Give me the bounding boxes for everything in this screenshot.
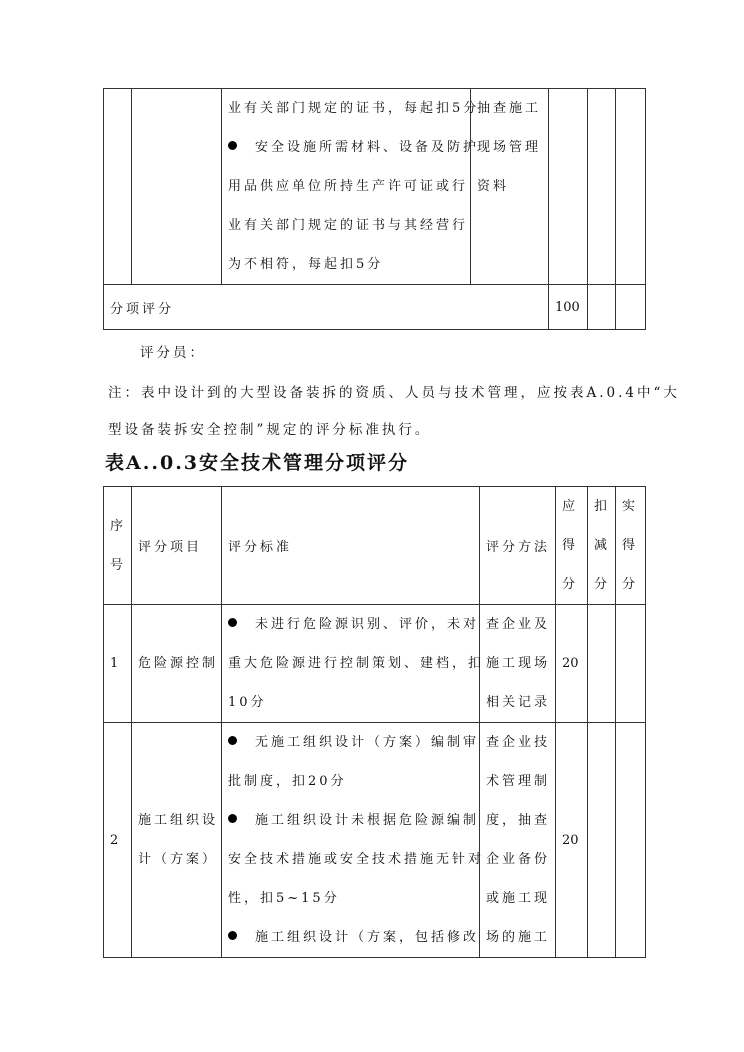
- line-text: 未进行危险源识别、评价，未对: [255, 617, 480, 632]
- deduct-cell: [588, 723, 616, 958]
- deduct-cell: [588, 285, 616, 330]
- cell-line: 实: [622, 499, 639, 514]
- table-title: 表A..0.3安全技术管理分项评分: [105, 452, 410, 474]
- item-cell: [132, 605, 222, 723]
- actual-cell: [616, 723, 646, 958]
- cell-line: 抽查施工: [477, 101, 542, 116]
- note-line: 型设备装拆安全控制”规定的评分标准执行。: [108, 422, 432, 438]
- cell-line: 危险源控制: [138, 656, 219, 671]
- cell-line: 查企业及: [486, 617, 551, 632]
- cell-line: 术管理制: [486, 774, 551, 789]
- note-line: 注：表中设计到的大型设备装拆的资质、人员与技术管理，应按表A.0.4中“大: [108, 385, 680, 401]
- cell-line: 减: [594, 538, 611, 553]
- cell-line: 资料: [477, 179, 510, 194]
- header-item: 评分项目: [132, 487, 222, 605]
- criteria-line: [228, 801, 479, 840]
- criteria-line: [228, 879, 479, 918]
- deduct-cell: [588, 89, 616, 285]
- method-cell: [480, 723, 556, 958]
- header-method: 评分方法: [480, 487, 556, 605]
- table-row: [104, 89, 646, 285]
- cell-line: 序: [110, 518, 127, 534]
- bullet-icon: [228, 618, 237, 627]
- header-seq: [104, 487, 132, 605]
- cell-line: 号: [110, 557, 127, 573]
- cell-line: 现场管理: [477, 140, 542, 155]
- criteria-line: [228, 128, 480, 167]
- scorer-label: 评分员：: [140, 345, 206, 361]
- line-text: 安全设施所需材料、设备及防护: [255, 140, 480, 155]
- criteria-line: [228, 167, 470, 206]
- line-text: 用品供应单位所持生产许可证或行: [228, 179, 469, 194]
- line-text: 批制度，扣20分: [228, 774, 347, 789]
- line-text: 重大危险源进行控制策划、建档，扣: [228, 656, 485, 671]
- criteria-line: [228, 644, 485, 683]
- item-cell: [132, 89, 222, 285]
- header-deduct: [588, 487, 616, 605]
- method-cell: [480, 605, 556, 723]
- header-criteria: 评分标准: [222, 487, 480, 605]
- seq-cell: 1: [104, 605, 132, 723]
- method-cell: [471, 89, 549, 285]
- line-text: 施工组织设计未根据危险源编制: [255, 813, 480, 828]
- cell-line: 场的施工: [486, 930, 551, 945]
- summary-label: 分项评分: [104, 285, 549, 330]
- cell-line: 应: [562, 499, 579, 514]
- line-text: 为不相符，每起扣5分: [228, 257, 384, 272]
- cell-line: 分: [594, 577, 611, 592]
- cell-line: 企业备份: [486, 852, 551, 867]
- table-row: [104, 605, 646, 723]
- cell-line: 施工组织设: [138, 813, 219, 828]
- cell-line: 施工现场: [486, 656, 551, 671]
- summary-score: 100: [549, 285, 588, 330]
- line-text: 业有关部门规定的证书与其经营行: [228, 218, 469, 233]
- cell-line: 扣: [594, 499, 611, 514]
- due-cell: 20: [556, 605, 588, 723]
- criteria-line: [228, 840, 485, 879]
- criteria-cell: [222, 605, 485, 723]
- bullet-icon: [228, 736, 237, 745]
- criteria-line: [228, 605, 479, 644]
- cell-line: 或施工现: [486, 891, 551, 906]
- table-row: [104, 723, 646, 958]
- cell-line: 度，抽查: [486, 813, 551, 828]
- header-row: [104, 487, 646, 605]
- criteria-line: [228, 723, 479, 762]
- line-text: 10分: [228, 695, 267, 710]
- actual-cell: [616, 605, 646, 723]
- line-text: 性，扣5~15分: [228, 891, 340, 906]
- due-cell: [549, 89, 588, 285]
- criteria-line: [228, 762, 479, 801]
- header-due: [556, 487, 588, 605]
- criteria-line: [228, 89, 480, 128]
- seq-cell: 2: [104, 723, 132, 958]
- cell-line: 得: [622, 538, 639, 553]
- criteria-line: [228, 206, 470, 245]
- criteria-line: [228, 683, 479, 722]
- line-text: 施工组织设计（方案，包括修改: [255, 930, 480, 945]
- header-actual: [616, 487, 646, 605]
- bullet-icon: [228, 141, 237, 150]
- summary-row: [104, 285, 646, 330]
- cell-line: 分: [562, 577, 579, 592]
- bullet-icon: [228, 814, 237, 823]
- cell-line: 分: [622, 577, 639, 592]
- criteria-cell: [222, 89, 480, 285]
- cell-line: 计（方案）: [138, 852, 219, 867]
- deduct-cell: [588, 605, 616, 723]
- criteria-line: [228, 245, 470, 284]
- line-text: 安全技术措施或安全技术措施无针对: [228, 852, 485, 867]
- bullet-icon: [228, 931, 237, 940]
- criteria-cell: [222, 723, 485, 958]
- safety-tech-table: [103, 486, 646, 958]
- due-cell: 20: [556, 723, 588, 958]
- cell-line: 查企业技: [486, 735, 551, 750]
- line-text: 业有关部门规定的证书，每起扣5分: [228, 101, 480, 116]
- table-continued: [103, 88, 646, 330]
- line-text: 无施工组织设计（方案）编制审: [255, 735, 480, 750]
- actual-cell: [616, 89, 646, 285]
- cell-line: 相关记录: [486, 695, 551, 710]
- actual-cell: [616, 285, 646, 330]
- cell-line: 得: [562, 538, 579, 553]
- seq-cell: [104, 89, 132, 285]
- criteria-line: [228, 918, 479, 957]
- item-cell: [132, 723, 222, 958]
